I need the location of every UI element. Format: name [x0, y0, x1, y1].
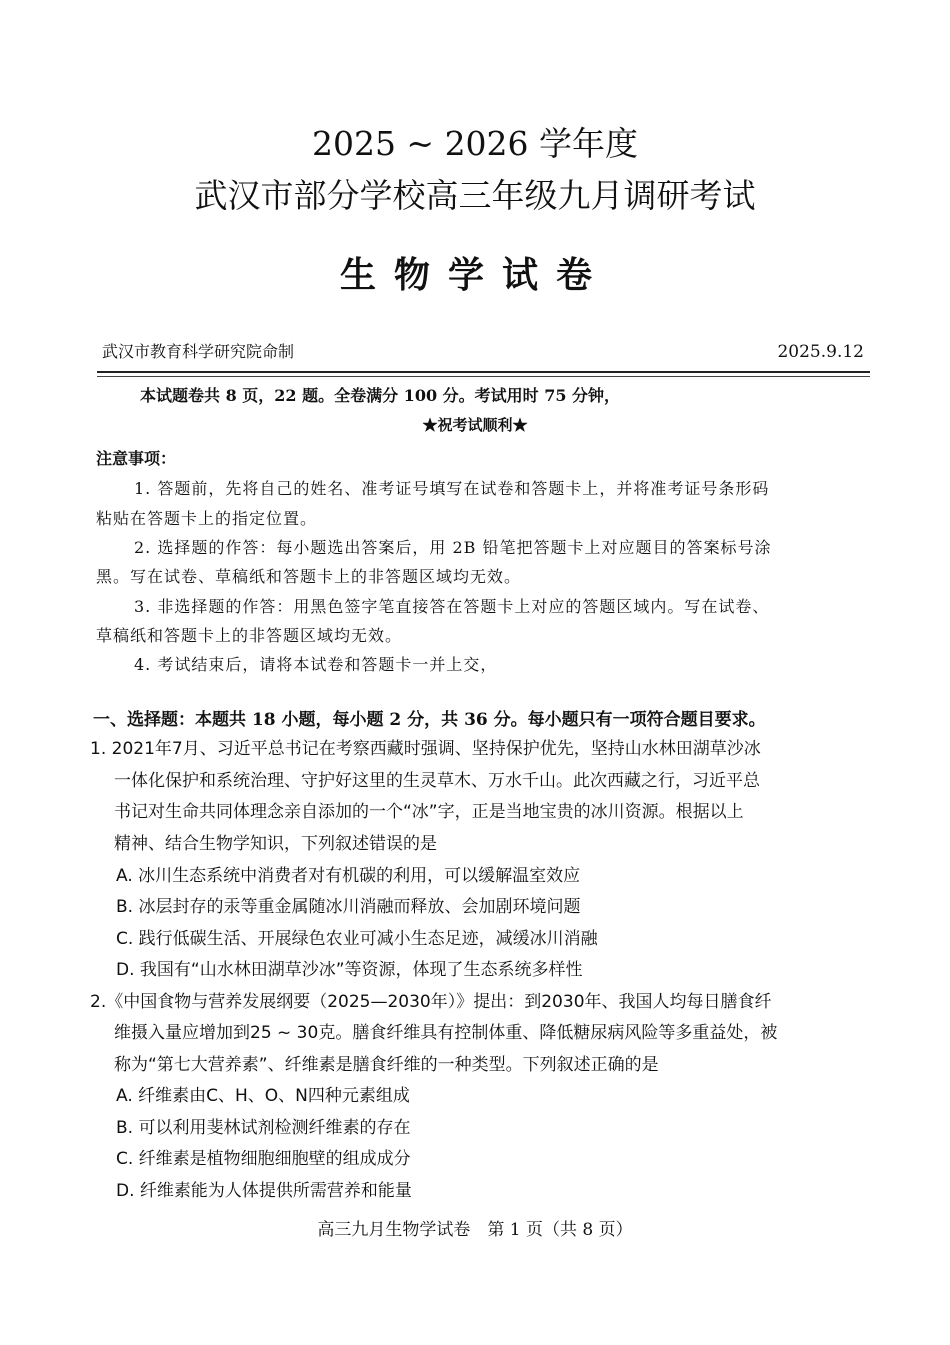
q2-stem-line-1: 2.《中国食物与营养发展纲要（2025—2030年）》提出：到2030年、我国人均每日膳食纤: [90, 992, 772, 1012]
note-4: 4. 考试结束后，请将本试卷和答题卡一并上交，: [134, 655, 498, 674]
note-3-line-2: 草稿纸和答题卡上的非答题区域均无效。: [96, 626, 403, 645]
q2-stem-line-3: 称为“第七大营养素”、纤维素是膳食纤维的一种类型。下列叙述正确的是: [114, 1055, 659, 1075]
q1-option-c: C. 践行低碳生活、开展绿色农业可减小生态足迹，减缓冰川消融: [116, 929, 598, 949]
q2-option-d: D. 纤维素能为人体提供所需营养和能量: [116, 1181, 412, 1201]
exam-date: 2025.9.12: [777, 342, 864, 362]
good-luck-text: ★祝考试顺利★: [422, 416, 528, 434]
q2-option-b: B. 可以利用斐林试剂检测纤维素的存在: [116, 1118, 411, 1138]
q2-stem-line-2: 维摄入量应增加到25 ~ 30克。膳食纤维具有控制体重、降低糖尿病风险等多重益处，被: [114, 1023, 778, 1043]
q2-option-c: C. 纤维素是植物细胞细胞壁的组成成分: [116, 1149, 411, 1169]
note-3-line-1: 3. 非选择题的作答：用黑色签字笔直接答在答题卡上对应的答题区域内。写在试卷、: [134, 597, 770, 616]
exam-info: 本试题卷共 8 页，22 题。全卷满分 100 分。考试用时 75 分钟，: [140, 386, 621, 405]
q1-option-b: B. 冰层封存的汞等重金属随冰川消融而释放、会加剧环境问题: [116, 897, 581, 917]
header-rule-thick: [97, 371, 870, 373]
header-rule-thin: [97, 376, 870, 377]
q1-stem-line-2: 一体化保护和系统治理、守护好这里的生灵草木、万水千山。此次西藏之行，习近平总: [114, 771, 760, 791]
exam-year-title: 2025 ~ 2026 学年度: [311, 124, 639, 163]
note-1-line-2: 粘贴在答题卡上的指定位置。: [96, 509, 318, 528]
q1-stem-line-4: 精神、结合生物学知识，下列叙述错误的是: [114, 834, 437, 854]
exam-name-title: 武汉市部分学校高三年级九月调研考试: [194, 176, 756, 215]
q1-stem-line-3: 书记对生命共同体理念亲自添加的一个“冰”字，正是当地宝贵的冰川资源。根据以上: [114, 802, 744, 822]
note-2-line-1: 2. 选择题的作答：每小题选出答案后，用 2B 铅笔把答题卡上对应题目的答案标号涂: [134, 538, 772, 557]
q1-stem-line-1: 1. 2021年7月、习近平总书记在考察西藏时强调、坚持保护优先，坚持山水林田湖草沙冰: [90, 739, 761, 759]
q1-option-d: D. 我国有“山水林田湖草沙冰”等资源，体现了生态系统多样性: [116, 960, 583, 980]
note-1-line-1: 1. 答题前，先将自己的姓名、准考证号填写在试卷和答题卡上，并将准考证号条形码: [134, 479, 770, 498]
issuer-text: 武汉市教育科学研究院命制: [102, 342, 295, 361]
notes-title: 注意事项：: [96, 449, 177, 468]
q1-option-a: A. 冰川生态系统中消费者对有机碳的利用，可以缓解温室效应: [116, 866, 581, 886]
subject-title: 生物学试卷: [339, 254, 610, 296]
q2-option-a: A. 纤维素由C、H、O、N四种元素组成: [116, 1086, 410, 1106]
page-footer: 高三九月生物学试卷 第 1 页（共 8 页）: [317, 1220, 633, 1240]
section-1-heading: 一、选择题：本题共 18 小题，每小题 2 分，共 36 分。每小题只有一项符合题目要求。: [93, 710, 766, 730]
note-2-line-2: 黑。写在试卷、草稿纸和答题卡上的非答题区域均无效。: [96, 567, 522, 586]
